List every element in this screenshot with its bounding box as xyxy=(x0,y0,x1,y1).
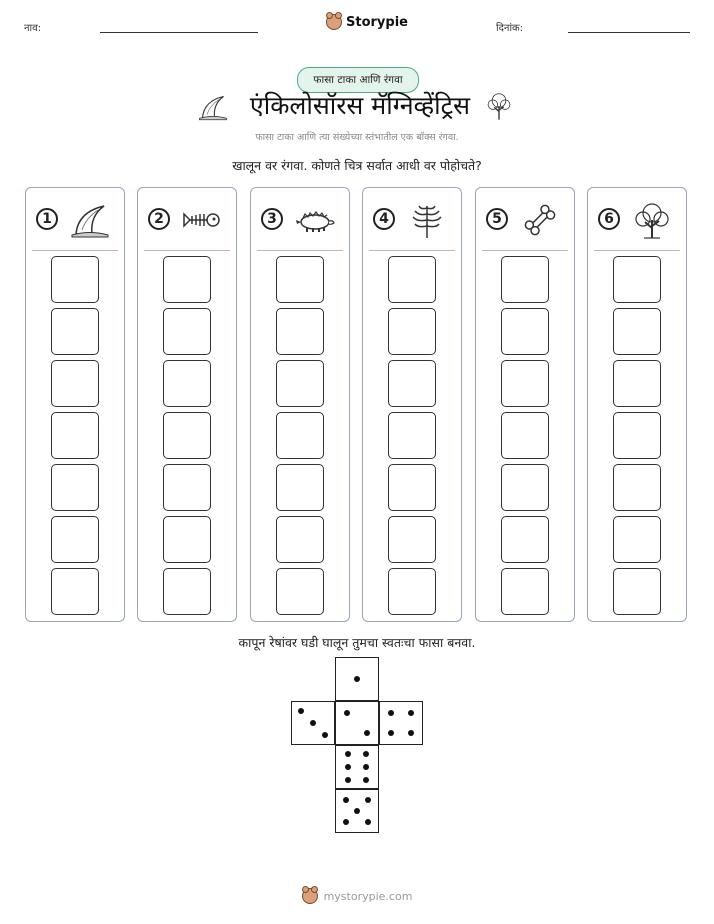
color-box[interactable] xyxy=(613,568,661,615)
column-divider xyxy=(32,250,118,251)
color-box[interactable] xyxy=(501,308,549,355)
dice-pip xyxy=(365,819,371,825)
color-box[interactable] xyxy=(51,256,99,303)
dinosaur-claw-icon xyxy=(198,92,228,122)
color-box[interactable] xyxy=(613,360,661,407)
color-box[interactable] xyxy=(613,464,661,511)
logo-text: Storypie xyxy=(346,14,408,30)
color-box[interactable] xyxy=(51,516,99,563)
color-box[interactable] xyxy=(501,464,549,511)
dice-pip xyxy=(364,730,370,736)
dice-pip xyxy=(363,751,369,757)
dice-pip xyxy=(363,764,369,770)
column-number: 5 xyxy=(486,208,508,230)
dice-pip xyxy=(354,676,360,682)
dice-pip xyxy=(345,777,351,783)
footer-url[interactable]: mystorypie.com xyxy=(323,889,413,903)
color-box[interactable] xyxy=(613,412,661,459)
page-subtitle: फासा टाका आणि त्या संख्येच्या स्तंभातील एक बॉक्स रंगवा. xyxy=(255,132,459,143)
column-number: 3 xyxy=(261,208,283,230)
activity-pill: फासा टाका आणि रंगवा xyxy=(297,67,419,93)
dice-pip xyxy=(365,797,371,803)
color-box[interactable] xyxy=(501,516,549,563)
column-number: 1 xyxy=(36,208,58,230)
color-box[interactable] xyxy=(163,360,211,407)
color-box[interactable] xyxy=(388,256,436,303)
color-box[interactable] xyxy=(276,568,324,615)
tree-icon xyxy=(485,91,513,121)
column-2 xyxy=(137,187,237,622)
color-box[interactable] xyxy=(388,516,436,563)
dice-pip xyxy=(388,710,394,716)
color-box[interactable] xyxy=(388,308,436,355)
footer xyxy=(0,888,714,904)
color-box[interactable] xyxy=(276,360,324,407)
page-title: एंकिलोसॉरस मॅग्निव्हेंट्रिस xyxy=(249,91,471,120)
color-box[interactable] xyxy=(388,412,436,459)
column-divider xyxy=(257,250,343,251)
dice-face-1 xyxy=(335,657,379,701)
dice-face-6 xyxy=(335,745,379,789)
color-box[interactable] xyxy=(613,516,661,563)
color-box[interactable] xyxy=(388,568,436,615)
color-box[interactable] xyxy=(501,256,549,303)
dice-pip xyxy=(345,751,351,757)
color-box[interactable] xyxy=(613,256,661,303)
dice-face-3 xyxy=(291,701,335,745)
color-box[interactable] xyxy=(163,256,211,303)
column-1 xyxy=(25,187,125,622)
dice-pip xyxy=(363,777,369,783)
dice-pip xyxy=(345,764,351,770)
color-box[interactable] xyxy=(163,568,211,615)
column-number: 4 xyxy=(373,208,395,230)
column-divider xyxy=(369,250,455,251)
color-box[interactable] xyxy=(163,516,211,563)
column-divider xyxy=(594,250,680,251)
bone-icon xyxy=(520,200,560,240)
date-line[interactable] xyxy=(568,32,690,33)
color-box[interactable] xyxy=(51,412,99,459)
column-divider xyxy=(144,250,230,251)
color-box[interactable] xyxy=(163,412,211,459)
dice-face-5 xyxy=(335,789,379,833)
dice-face-2 xyxy=(335,701,379,745)
column-6 xyxy=(587,187,687,622)
fish-skeleton-icon xyxy=(182,200,222,240)
color-box[interactable] xyxy=(276,412,324,459)
dice-face-4 xyxy=(379,701,423,745)
color-box[interactable] xyxy=(388,464,436,511)
fern-leaf-icon xyxy=(407,200,447,240)
column-number: 2 xyxy=(148,208,170,230)
dice-pip xyxy=(322,732,328,738)
color-instruction: खालून वर रंगवा. कोणते चित्र सर्वात आधी वर पोहोचते? xyxy=(232,158,482,173)
dice-pip xyxy=(343,819,349,825)
tree-icon xyxy=(632,200,672,240)
dice-pip xyxy=(310,720,316,726)
dice-pip xyxy=(343,797,349,803)
color-box[interactable] xyxy=(276,516,324,563)
color-box[interactable] xyxy=(163,308,211,355)
dinosaur-claw-icon xyxy=(70,200,110,240)
bear-logo-icon xyxy=(302,888,318,904)
color-box[interactable] xyxy=(51,568,99,615)
cut-instruction: कापून रेषांवर घडी घालून तुमचा स्वतःचा फासा बनवा. xyxy=(238,635,476,650)
color-box[interactable] xyxy=(163,464,211,511)
color-box[interactable] xyxy=(51,360,99,407)
dice-pip xyxy=(408,730,414,736)
color-box[interactable] xyxy=(388,360,436,407)
color-box[interactable] xyxy=(276,308,324,355)
dice-pip xyxy=(408,710,414,716)
column-divider xyxy=(482,250,568,251)
date-label: दिनांक: xyxy=(496,23,524,34)
name-line[interactable] xyxy=(100,32,258,33)
storypie-logo xyxy=(326,14,408,30)
color-box[interactable] xyxy=(51,308,99,355)
color-box[interactable] xyxy=(276,464,324,511)
bear-logo-icon xyxy=(326,14,342,30)
color-box[interactable] xyxy=(501,360,549,407)
dice-pip xyxy=(298,708,304,714)
color-box[interactable] xyxy=(613,308,661,355)
dice-pip xyxy=(344,710,350,716)
color-box[interactable] xyxy=(276,256,324,303)
dice-pip xyxy=(354,808,360,814)
ankylosaurus-icon xyxy=(295,200,335,240)
color-box[interactable] xyxy=(501,412,549,459)
column-5 xyxy=(475,187,575,622)
dice-pip xyxy=(388,730,394,736)
color-box[interactable] xyxy=(51,464,99,511)
column-4 xyxy=(362,187,462,622)
name-label: नाव: xyxy=(24,23,42,34)
column-3 xyxy=(250,187,350,622)
column-number: 6 xyxy=(598,208,620,230)
color-box[interactable] xyxy=(501,568,549,615)
